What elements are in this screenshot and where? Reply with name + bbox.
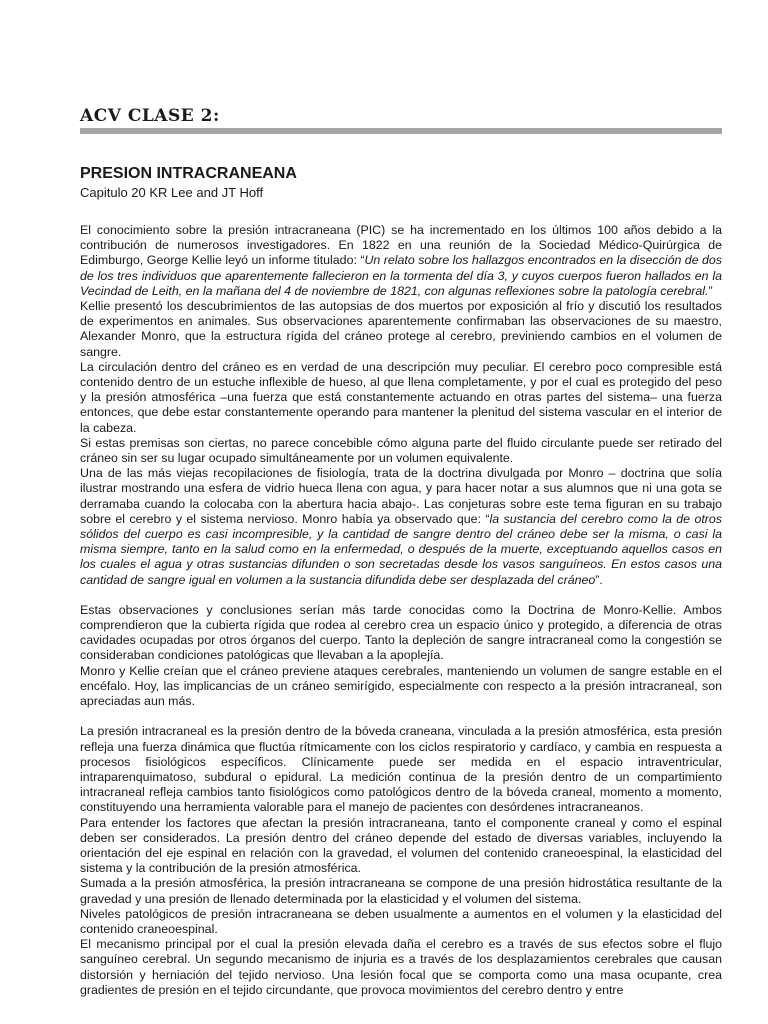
paragraph-text: El mecanismo principal por el cual la presión elevada daña el cerebro es a través de sus efectos sobre el flujo sanguíneo cerebral. Un segundo mecanismo de injuria es a través de los desplazamientos cerebrales que causan distorsión y herniación del tejido nervioso. Una lesión focal que se comporta como una masa ocupante, crea gradientes de presión en el tejido circundante, que provoca movimientos del cerebro dentro y entre — [80, 937, 722, 997]
paragraph — [80, 299, 722, 360]
paragraph — [80, 436, 722, 466]
paragraph-text: La presión intracraneal es la presión dentro de la bóveda craneana, vinculada a la presión atmosférica, esta presión refleja una fuerza dinámica que fluctúa rítmicamente con los ciclos respiratorio y cardíaco, y cambia en respuesta a procesos fisiológicos específicos. Clínicamente puede ser medida en el espacio intraventricular, intraparenquimatoso, subdural o epidural. La medición continua de la presión dentro de un compartimiento intracraneal refleja cambios tanto fisiológicos como patológicos dentro de la bóveda craneal, momento a momento, constituyendo una herramienta valorable para el manejo de pacientes con desórdenes intracraneanos. — [80, 724, 722, 815]
title-divider — [80, 128, 722, 134]
paragraph — [80, 603, 722, 664]
paragraph-text: Niveles patológicos de presión intracraneana se deben usualmente a aumentos en el volumen y la elasticidad del contenido craneoespinal. — [80, 906, 722, 936]
paragraph — [80, 816, 722, 877]
paragraph-quote: Un relato sobre los hallazgos encontrados en la disección de dos de los tres individuos que aparentemente fallecieron en la tormenta del día 3, y cuyos cuerpos fueron hallados en la Vecindad de Leith, en la mañana del 4 de noviembre de 1821, con algunas reflexiones sobre la patología cerebral. — [80, 253, 723, 298]
paragraph-text: Para entender los factores que afectan la presión intracraneana, tanto el componente craneal y como el espinal deben ser considerados. La presión dentro del cráneo depende del estado de diversas variables, incluyendo la orientación del eje espinal en relación con la gravedad, el volumen del contenido craneoespinal, la elasticidad del sistema y la contribución de la presión atmosférica. — [80, 815, 722, 876]
section-heading: PRESION INTRACRANEANA — [80, 165, 297, 182]
paragraph — [80, 466, 722, 588]
paragraph — [80, 223, 722, 299]
paragraph — [80, 724, 722, 815]
paragraph — [80, 360, 722, 436]
paragraph-text: El conocimiento sobre la presión intracraneana (PIC) se ha incrementado en los últimos 100 años debido a la contribución de numerosos investigadores. En 1822 en una reunión de la Sociedad Médico-Quirúrgica de Edimburgo, George Kellie leyó un informe titulado: “ — [80, 223, 722, 268]
body-text — [80, 223, 722, 998]
paragraph-text: La circulación dentro del cráneo es en verdad de una descripción muy peculiar. El cerebro poco compresible está contenido dentro de un estuche inflexible de hueso, al que llena completamente, y por el cual es protegido del peso y la presión atmosférica –una fuerza que está constantemente actuando en otras partes del sistema– una fuerza entonces, que debe estar constantemente operando para mantener la plenitud del sistema vascular en el interior de la cabeza. — [80, 359, 722, 435]
paragraph — [80, 907, 722, 937]
paragraph-quote-end: ” — [708, 283, 713, 298]
paragraph-text: Estas observaciones y conclusiones serían más tarde conocidas como la Doctrina de Monro-Kellie. Ambos comprendieron que la cubierta rígida que rodea al cerebro crea un espacio único y protegido, a diferencia de otras cavidades ocupadas por otros órganos del cuerpo. Tanto la depleción de sangre intracraneal como la congestión se consideraban condiciones patológicas que llevaban a la apoplejía. — [80, 602, 722, 663]
paragraph-text: Monro y Kellie creían que el cráneo previene ataques cerebrales, manteniendo un volumen de sangre estable en el encéfalo. Hoy, las implicancias de un cráneo semirígido, especialmente con respecto a la presión intracraneal, son apreciadas aun más. — [80, 663, 722, 709]
paragraph-text: Una de las más viejas recopilaciones de fisiología, trata de la doctrina divulgada por Monro – doctrina que solía ilustrar mostrando una esfera de vidrio hueca llena con agua, y para hacer notar a sus alumnos que ni una gota se derramaba cuando la colocaba con la abertura hacia abajo-. Las conjeturas sobre este tema figuran en su trabajo sobre el cerebro y el sistema nervioso. Monro había ya observado que: “ — [80, 466, 722, 526]
document-page — [80, 104, 722, 998]
paragraph — [80, 664, 722, 710]
paragraph-text: Si estas premisas son ciertas, no parece concebible cómo alguna parte del fluido circulante puede ser retirado del cráneo sin ser su lugar ocupado simultáneamente por un volumen equivalente. — [80, 435, 722, 466]
paragraph — [80, 937, 722, 998]
paragraph-quote-end: ”. — [595, 572, 603, 587]
paragraph-text: Sumada a la presión atmosférica, la presión intracraneana se compone de una presión hidrostática resultante de la gravedad y una presión de llenado determinada por la elasticidad y el volumen del sistema. — [80, 876, 722, 906]
paragraph-quote: la sustancia del cerebro como la de otros sólidos del cuerpo es casi incompresible, y la cantidad de sangre dentro del cráneo debe ser la misma, o casi la misma siempre, tanto en la salud como en la enfermedad, o después de la muerte, exceptuando aquellos casos en los cuales el agua y otras sustancias difunden o son secretadas desde los vasos sanguíneos. En estos casos una cantidad de sangre igual en volumen a la sustancia difundida debe ser desplazada del cráneo — [80, 511, 723, 587]
document-title: ACV CLASE 2: — [80, 106, 220, 126]
paragraph — [80, 876, 722, 906]
paragraph-text: Kellie presentó los descubrimientos de las autopsias de dos muertos por exposición al frío y discutió los resultados de experimentos en animales. Sus observaciones aparentemente confirmaban las observaciones de su maestro, Alexander Monro, que la estructura rígida del cráneo protege al cerebro, previniendo cambios en el volumen de sangre. — [80, 299, 722, 359]
section-subheading: Capitulo 20 KR Lee and JT Hoff — [80, 185, 264, 200]
